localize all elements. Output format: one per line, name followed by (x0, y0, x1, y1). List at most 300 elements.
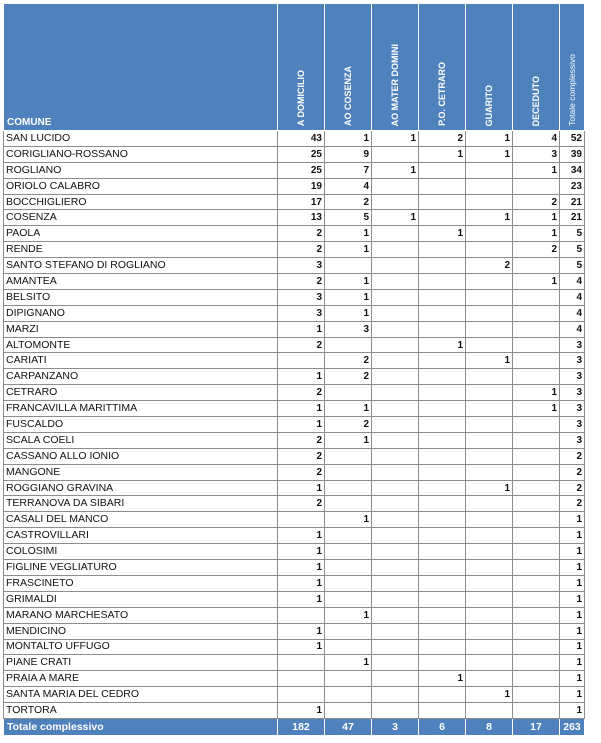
po-cetraro-cell (419, 639, 466, 655)
comune-cell: CASALI DEL MANCO (4, 512, 278, 528)
totale-complessivo-cell: 52 (560, 131, 585, 147)
a-domicilio-cell: 1 (278, 639, 325, 655)
totale-complessivo-cell: 1 (560, 607, 585, 623)
totale-complessivo-cell: 1 (560, 575, 585, 591)
ao-mater-domini-cell (372, 703, 419, 719)
a-domicilio-cell: 2 (278, 448, 325, 464)
ao-mater-domini-cell (372, 289, 419, 305)
ao-cosenza-cell: 1 (325, 305, 372, 321)
ao-cosenza-cell: 1 (325, 289, 372, 305)
table-header (4, 4, 585, 131)
ao-mater-domini-cell (372, 242, 419, 258)
ao-mater-domini-cell (372, 575, 419, 591)
ao-cosenza-cell: 1 (325, 512, 372, 528)
ao-mater-domini-cell (372, 671, 419, 687)
header-po-cetraro-label: P.O. CETRARO (437, 62, 447, 126)
table-row (4, 131, 585, 147)
table-row (4, 703, 585, 719)
header-a-domicilio-label: A DOMICILIO (296, 69, 306, 126)
ao-mater-domini-cell (372, 274, 419, 290)
comune-cell: CASTROVILLARI (4, 528, 278, 544)
total-complessivo: 263 (560, 718, 585, 735)
header-row (4, 4, 585, 131)
comune-cell: TERRANOVA DA SIBARI (4, 496, 278, 512)
po-cetraro-cell: 2 (419, 131, 466, 147)
comune-cell: CARIATI (4, 353, 278, 369)
deceduto-cell (513, 432, 560, 448)
deceduto-cell (513, 258, 560, 274)
totale-complessivo-cell: 3 (560, 432, 585, 448)
table-row (4, 528, 585, 544)
ao-mater-domini-cell (372, 369, 419, 385)
po-cetraro-cell (419, 496, 466, 512)
totale-complessivo-cell: 1 (560, 655, 585, 671)
comune-cell: ALTOMONTE (4, 337, 278, 353)
a-domicilio-cell (278, 687, 325, 703)
table-row (4, 417, 585, 433)
a-domicilio-cell: 1 (278, 623, 325, 639)
po-cetraro-cell (419, 607, 466, 623)
a-domicilio-cell: 1 (278, 575, 325, 591)
deceduto-cell (513, 512, 560, 528)
totale-complessivo-cell: 1 (560, 560, 585, 576)
deceduto-cell (513, 480, 560, 496)
ao-mater-domini-cell (372, 305, 419, 321)
comune-cell: GRIMALDI (4, 591, 278, 607)
deceduto-cell: 1 (513, 226, 560, 242)
a-domicilio-cell: 2 (278, 464, 325, 480)
comune-cell: SANTO STEFANO DI ROGLIANO (4, 258, 278, 274)
a-domicilio-cell: 1 (278, 703, 325, 719)
ao-cosenza-cell (325, 528, 372, 544)
ao-cosenza-cell (325, 258, 372, 274)
po-cetraro-cell (419, 194, 466, 210)
deceduto-cell (513, 369, 560, 385)
comune-cell: DIPIGNANO (4, 305, 278, 321)
comune-cell: TORTORA (4, 703, 278, 719)
guarito-cell (466, 369, 513, 385)
total-ao-mater-domini: 3 (372, 718, 419, 735)
comune-cell: MARANO MARCHESATO (4, 607, 278, 623)
deceduto-cell: 2 (513, 242, 560, 258)
deceduto-cell (513, 575, 560, 591)
table-row (4, 591, 585, 607)
comune-cell: PIANE CRATI (4, 655, 278, 671)
table-row (4, 401, 585, 417)
table-row (4, 321, 585, 337)
ao-cosenza-cell (325, 496, 372, 512)
ao-cosenza-cell: 2 (325, 194, 372, 210)
table-row (4, 655, 585, 671)
guarito-cell: 1 (466, 210, 513, 226)
po-cetraro-cell (419, 703, 466, 719)
ao-cosenza-cell (325, 703, 372, 719)
po-cetraro-cell (419, 417, 466, 433)
comune-cell: ROGLIANO (4, 162, 278, 178)
totale-complessivo-cell: 1 (560, 544, 585, 560)
totale-complessivo-cell: 1 (560, 623, 585, 639)
guarito-cell (466, 671, 513, 687)
table-row (4, 337, 585, 353)
ao-cosenza-cell (325, 591, 372, 607)
a-domicilio-cell: 1 (278, 591, 325, 607)
comune-cell: MARZI (4, 321, 278, 337)
deceduto-cell (513, 671, 560, 687)
comune-cell: PRAIA A MARE (4, 671, 278, 687)
table-body (4, 131, 585, 719)
header-po-cetraro (419, 4, 466, 131)
a-domicilio-cell: 17 (278, 194, 325, 210)
totale-complessivo-cell: 3 (560, 417, 585, 433)
deceduto-cell (513, 321, 560, 337)
comune-cell: BOCCHIGLIERO (4, 194, 278, 210)
ao-mater-domini-cell (372, 401, 419, 417)
table-row (4, 385, 585, 401)
ao-mater-domini-cell: 1 (372, 210, 419, 226)
guarito-cell: 1 (466, 146, 513, 162)
table-row (4, 687, 585, 703)
guarito-cell (466, 464, 513, 480)
comune-cell: MONTALTO UFFUGO (4, 639, 278, 655)
ao-mater-domini-cell (372, 226, 419, 242)
deceduto-cell (513, 305, 560, 321)
guarito-cell (466, 226, 513, 242)
guarito-cell (466, 575, 513, 591)
deceduto-cell (513, 703, 560, 719)
ao-mater-domini-cell: 1 (372, 162, 419, 178)
ao-mater-domini-cell (372, 560, 419, 576)
total-row (4, 718, 585, 735)
ao-mater-domini-cell (372, 544, 419, 560)
a-domicilio-cell: 1 (278, 401, 325, 417)
comune-cell: PAOLA (4, 226, 278, 242)
comune-cell: FUSCALDO (4, 417, 278, 433)
totale-complessivo-cell: 5 (560, 226, 585, 242)
guarito-cell (466, 178, 513, 194)
totale-complessivo-cell: 3 (560, 401, 585, 417)
totale-complessivo-cell: 1 (560, 528, 585, 544)
deceduto-cell (513, 687, 560, 703)
po-cetraro-cell (419, 401, 466, 417)
header-ao-mater-domini (372, 4, 419, 131)
deceduto-cell (513, 448, 560, 464)
po-cetraro-cell (419, 512, 466, 528)
comune-cell: MENDICINO (4, 623, 278, 639)
header-guarito-label: GUARITO (484, 84, 494, 126)
a-domicilio-cell: 19 (278, 178, 325, 194)
ao-mater-domini-cell (372, 432, 419, 448)
comune-cell: SCALA COELI (4, 432, 278, 448)
po-cetraro-cell (419, 178, 466, 194)
comune-cell: AMANTEA (4, 274, 278, 290)
header-guarito (466, 4, 513, 131)
a-domicilio-cell: 2 (278, 432, 325, 448)
deceduto-cell: 2 (513, 194, 560, 210)
guarito-cell (466, 274, 513, 290)
a-domicilio-cell: 1 (278, 417, 325, 433)
po-cetraro-cell: 1 (419, 671, 466, 687)
totale-complessivo-cell: 4 (560, 289, 585, 305)
totale-complessivo-cell: 1 (560, 591, 585, 607)
deceduto-cell: 1 (513, 385, 560, 401)
totale-complessivo-cell: 21 (560, 194, 585, 210)
comune-cell: ORIOLO CALABRO (4, 178, 278, 194)
deceduto-cell (513, 353, 560, 369)
table-row (4, 464, 585, 480)
a-domicilio-cell: 1 (278, 544, 325, 560)
guarito-cell: 1 (466, 353, 513, 369)
po-cetraro-cell (419, 432, 466, 448)
guarito-cell (466, 591, 513, 607)
po-cetraro-cell (419, 655, 466, 671)
guarito-cell (466, 305, 513, 321)
ao-cosenza-cell (325, 337, 372, 353)
comune-cell: CORIGLIANO-ROSSANO (4, 146, 278, 162)
header-ao-cosenza-label: AO COSENZA (343, 65, 353, 126)
ao-mater-domini-cell (372, 146, 419, 162)
totale-complessivo-cell: 1 (560, 512, 585, 528)
po-cetraro-cell (419, 591, 466, 607)
ao-cosenza-cell: 1 (325, 401, 372, 417)
comune-cell: ROGGIANO GRAVINA (4, 480, 278, 496)
deceduto-cell (513, 623, 560, 639)
ao-cosenza-cell (325, 639, 372, 655)
totale-complessivo-cell: 2 (560, 464, 585, 480)
comune-cell: CETRARO (4, 385, 278, 401)
table-row (4, 448, 585, 464)
ao-cosenza-cell (325, 560, 372, 576)
ao-cosenza-cell: 4 (325, 178, 372, 194)
total-guarito: 8 (466, 718, 513, 735)
po-cetraro-cell (419, 544, 466, 560)
ao-mater-domini-cell (372, 512, 419, 528)
po-cetraro-cell (419, 480, 466, 496)
guarito-cell: 2 (466, 258, 513, 274)
comune-cell: COLOSIMI (4, 544, 278, 560)
guarito-cell (466, 194, 513, 210)
a-domicilio-cell: 1 (278, 369, 325, 385)
header-ao-cosenza (325, 4, 372, 131)
deceduto-cell (513, 544, 560, 560)
deceduto-cell (513, 178, 560, 194)
a-domicilio-cell: 1 (278, 560, 325, 576)
table-row (4, 369, 585, 385)
ao-mater-domini-cell (372, 417, 419, 433)
totale-complessivo-cell: 4 (560, 321, 585, 337)
header-totale-complessivo-label: Totale complessivo (567, 54, 577, 126)
totale-complessivo-cell: 2 (560, 496, 585, 512)
ao-cosenza-cell (325, 448, 372, 464)
deceduto-cell (513, 607, 560, 623)
table-row (4, 623, 585, 639)
ao-cosenza-cell (325, 671, 372, 687)
totale-complessivo-cell: 21 (560, 210, 585, 226)
comune-cell: CARPANZANO (4, 369, 278, 385)
comune-cell: MANGONE (4, 464, 278, 480)
ao-cosenza-cell: 1 (325, 432, 372, 448)
po-cetraro-cell (419, 210, 466, 226)
comune-cell: FIGLINE VEGLIATURO (4, 560, 278, 576)
totale-complessivo-cell: 4 (560, 274, 585, 290)
deceduto-cell: 4 (513, 131, 560, 147)
deceduto-cell (513, 639, 560, 655)
comune-cell: RENDE (4, 242, 278, 258)
a-domicilio-cell (278, 353, 325, 369)
deceduto-cell: 1 (513, 274, 560, 290)
ao-mater-domini-cell: 1 (372, 131, 419, 147)
ao-mater-domini-cell (372, 321, 419, 337)
header-a-domicilio (278, 4, 325, 131)
table-row (4, 242, 585, 258)
ao-cosenza-cell (325, 687, 372, 703)
table-row (4, 162, 585, 178)
deceduto-cell (513, 289, 560, 305)
ao-cosenza-cell (325, 575, 372, 591)
ao-mater-domini-cell (372, 178, 419, 194)
ao-mater-domini-cell (372, 639, 419, 655)
guarito-cell (466, 417, 513, 433)
table-row (4, 258, 585, 274)
deceduto-cell (513, 655, 560, 671)
a-domicilio-cell: 1 (278, 480, 325, 496)
guarito-cell (466, 289, 513, 305)
ao-cosenza-cell: 2 (325, 353, 372, 369)
ao-cosenza-cell: 1 (325, 131, 372, 147)
totale-complessivo-cell: 34 (560, 162, 585, 178)
a-domicilio-cell: 1 (278, 528, 325, 544)
a-domicilio-cell: 13 (278, 210, 325, 226)
guarito-cell: 1 (466, 480, 513, 496)
ao-mater-domini-cell (372, 496, 419, 512)
ao-cosenza-cell: 1 (325, 242, 372, 258)
a-domicilio-cell (278, 671, 325, 687)
comune-cell: SAN LUCIDO (4, 131, 278, 147)
table-row (4, 194, 585, 210)
comune-cell: CASSANO ALLO IONIO (4, 448, 278, 464)
total-label: Totale complessivo (4, 718, 278, 735)
a-domicilio-cell: 2 (278, 337, 325, 353)
ao-mater-domini-cell (372, 258, 419, 274)
po-cetraro-cell (419, 274, 466, 290)
guarito-cell (466, 607, 513, 623)
ao-mater-domini-cell (372, 591, 419, 607)
ao-mater-domini-cell (372, 337, 419, 353)
a-domicilio-cell: 2 (278, 385, 325, 401)
totale-complessivo-cell: 2 (560, 480, 585, 496)
totale-complessivo-cell: 5 (560, 258, 585, 274)
a-domicilio-cell: 25 (278, 146, 325, 162)
po-cetraro-cell (419, 305, 466, 321)
guarito-cell (466, 401, 513, 417)
guarito-cell (466, 655, 513, 671)
totale-complessivo-cell: 1 (560, 687, 585, 703)
a-domicilio-cell: 2 (278, 496, 325, 512)
po-cetraro-cell: 1 (419, 226, 466, 242)
deceduto-cell: 3 (513, 146, 560, 162)
ao-mater-domini-cell (372, 448, 419, 464)
ao-cosenza-cell: 1 (325, 655, 372, 671)
table-row (4, 607, 585, 623)
table-row (4, 210, 585, 226)
ao-cosenza-cell: 2 (325, 417, 372, 433)
ao-cosenza-cell (325, 480, 372, 496)
po-cetraro-cell: 1 (419, 146, 466, 162)
table-row (4, 226, 585, 242)
totale-complessivo-cell: 3 (560, 369, 585, 385)
comune-cell: BELSITO (4, 289, 278, 305)
ao-cosenza-cell (325, 385, 372, 401)
header-deceduto-label: DECEDUTO (531, 75, 541, 126)
table-row (4, 575, 585, 591)
totale-complessivo-cell: 3 (560, 385, 585, 401)
ao-cosenza-cell: 5 (325, 210, 372, 226)
table-row (4, 639, 585, 655)
ao-cosenza-cell: 2 (325, 369, 372, 385)
guarito-cell (466, 242, 513, 258)
table-row (4, 432, 585, 448)
a-domicilio-cell (278, 607, 325, 623)
totale-complessivo-cell: 1 (560, 703, 585, 719)
po-cetraro-cell (419, 321, 466, 337)
covid-cases-table (3, 3, 585, 736)
guarito-cell (466, 639, 513, 655)
totale-complessivo-cell: 3 (560, 353, 585, 369)
ao-mater-domini-cell (372, 480, 419, 496)
header-totale-complessivo (560, 4, 585, 131)
ao-mater-domini-cell (372, 464, 419, 480)
a-domicilio-cell (278, 655, 325, 671)
guarito-cell (466, 162, 513, 178)
table-row (4, 274, 585, 290)
totale-complessivo-cell: 1 (560, 671, 585, 687)
comune-cell: COSENZA (4, 210, 278, 226)
deceduto-cell (513, 528, 560, 544)
a-domicilio-cell: 3 (278, 258, 325, 274)
guarito-cell (466, 623, 513, 639)
table-row (4, 305, 585, 321)
ao-mater-domini-cell (372, 607, 419, 623)
po-cetraro-cell (419, 448, 466, 464)
guarito-cell (466, 337, 513, 353)
deceduto-cell (513, 417, 560, 433)
total-ao-cosenza: 47 (325, 718, 372, 735)
guarito-cell: 1 (466, 131, 513, 147)
a-domicilio-cell: 1 (278, 321, 325, 337)
total-a-domicilio: 182 (278, 718, 325, 735)
comune-cell: FRASCINETO (4, 575, 278, 591)
table-row (4, 178, 585, 194)
guarito-cell (466, 496, 513, 512)
ao-cosenza-cell: 3 (325, 321, 372, 337)
totale-complessivo-cell: 2 (560, 448, 585, 464)
po-cetraro-cell (419, 575, 466, 591)
a-domicilio-cell: 2 (278, 242, 325, 258)
ao-cosenza-cell: 1 (325, 607, 372, 623)
totale-complessivo-cell: 5 (560, 242, 585, 258)
header-comune: COMUNE (4, 4, 278, 131)
ao-mater-domini-cell (372, 655, 419, 671)
ao-cosenza-cell: 1 (325, 274, 372, 290)
table-row (4, 289, 585, 305)
ao-mater-domini-cell (372, 687, 419, 703)
po-cetraro-cell (419, 353, 466, 369)
covid-cases-table-container (3, 3, 584, 736)
po-cetraro-cell (419, 369, 466, 385)
deceduto-cell (513, 337, 560, 353)
guarito-cell (466, 703, 513, 719)
table-row (4, 480, 585, 496)
comune-cell: SANTA MARIA DEL CEDRO (4, 687, 278, 703)
